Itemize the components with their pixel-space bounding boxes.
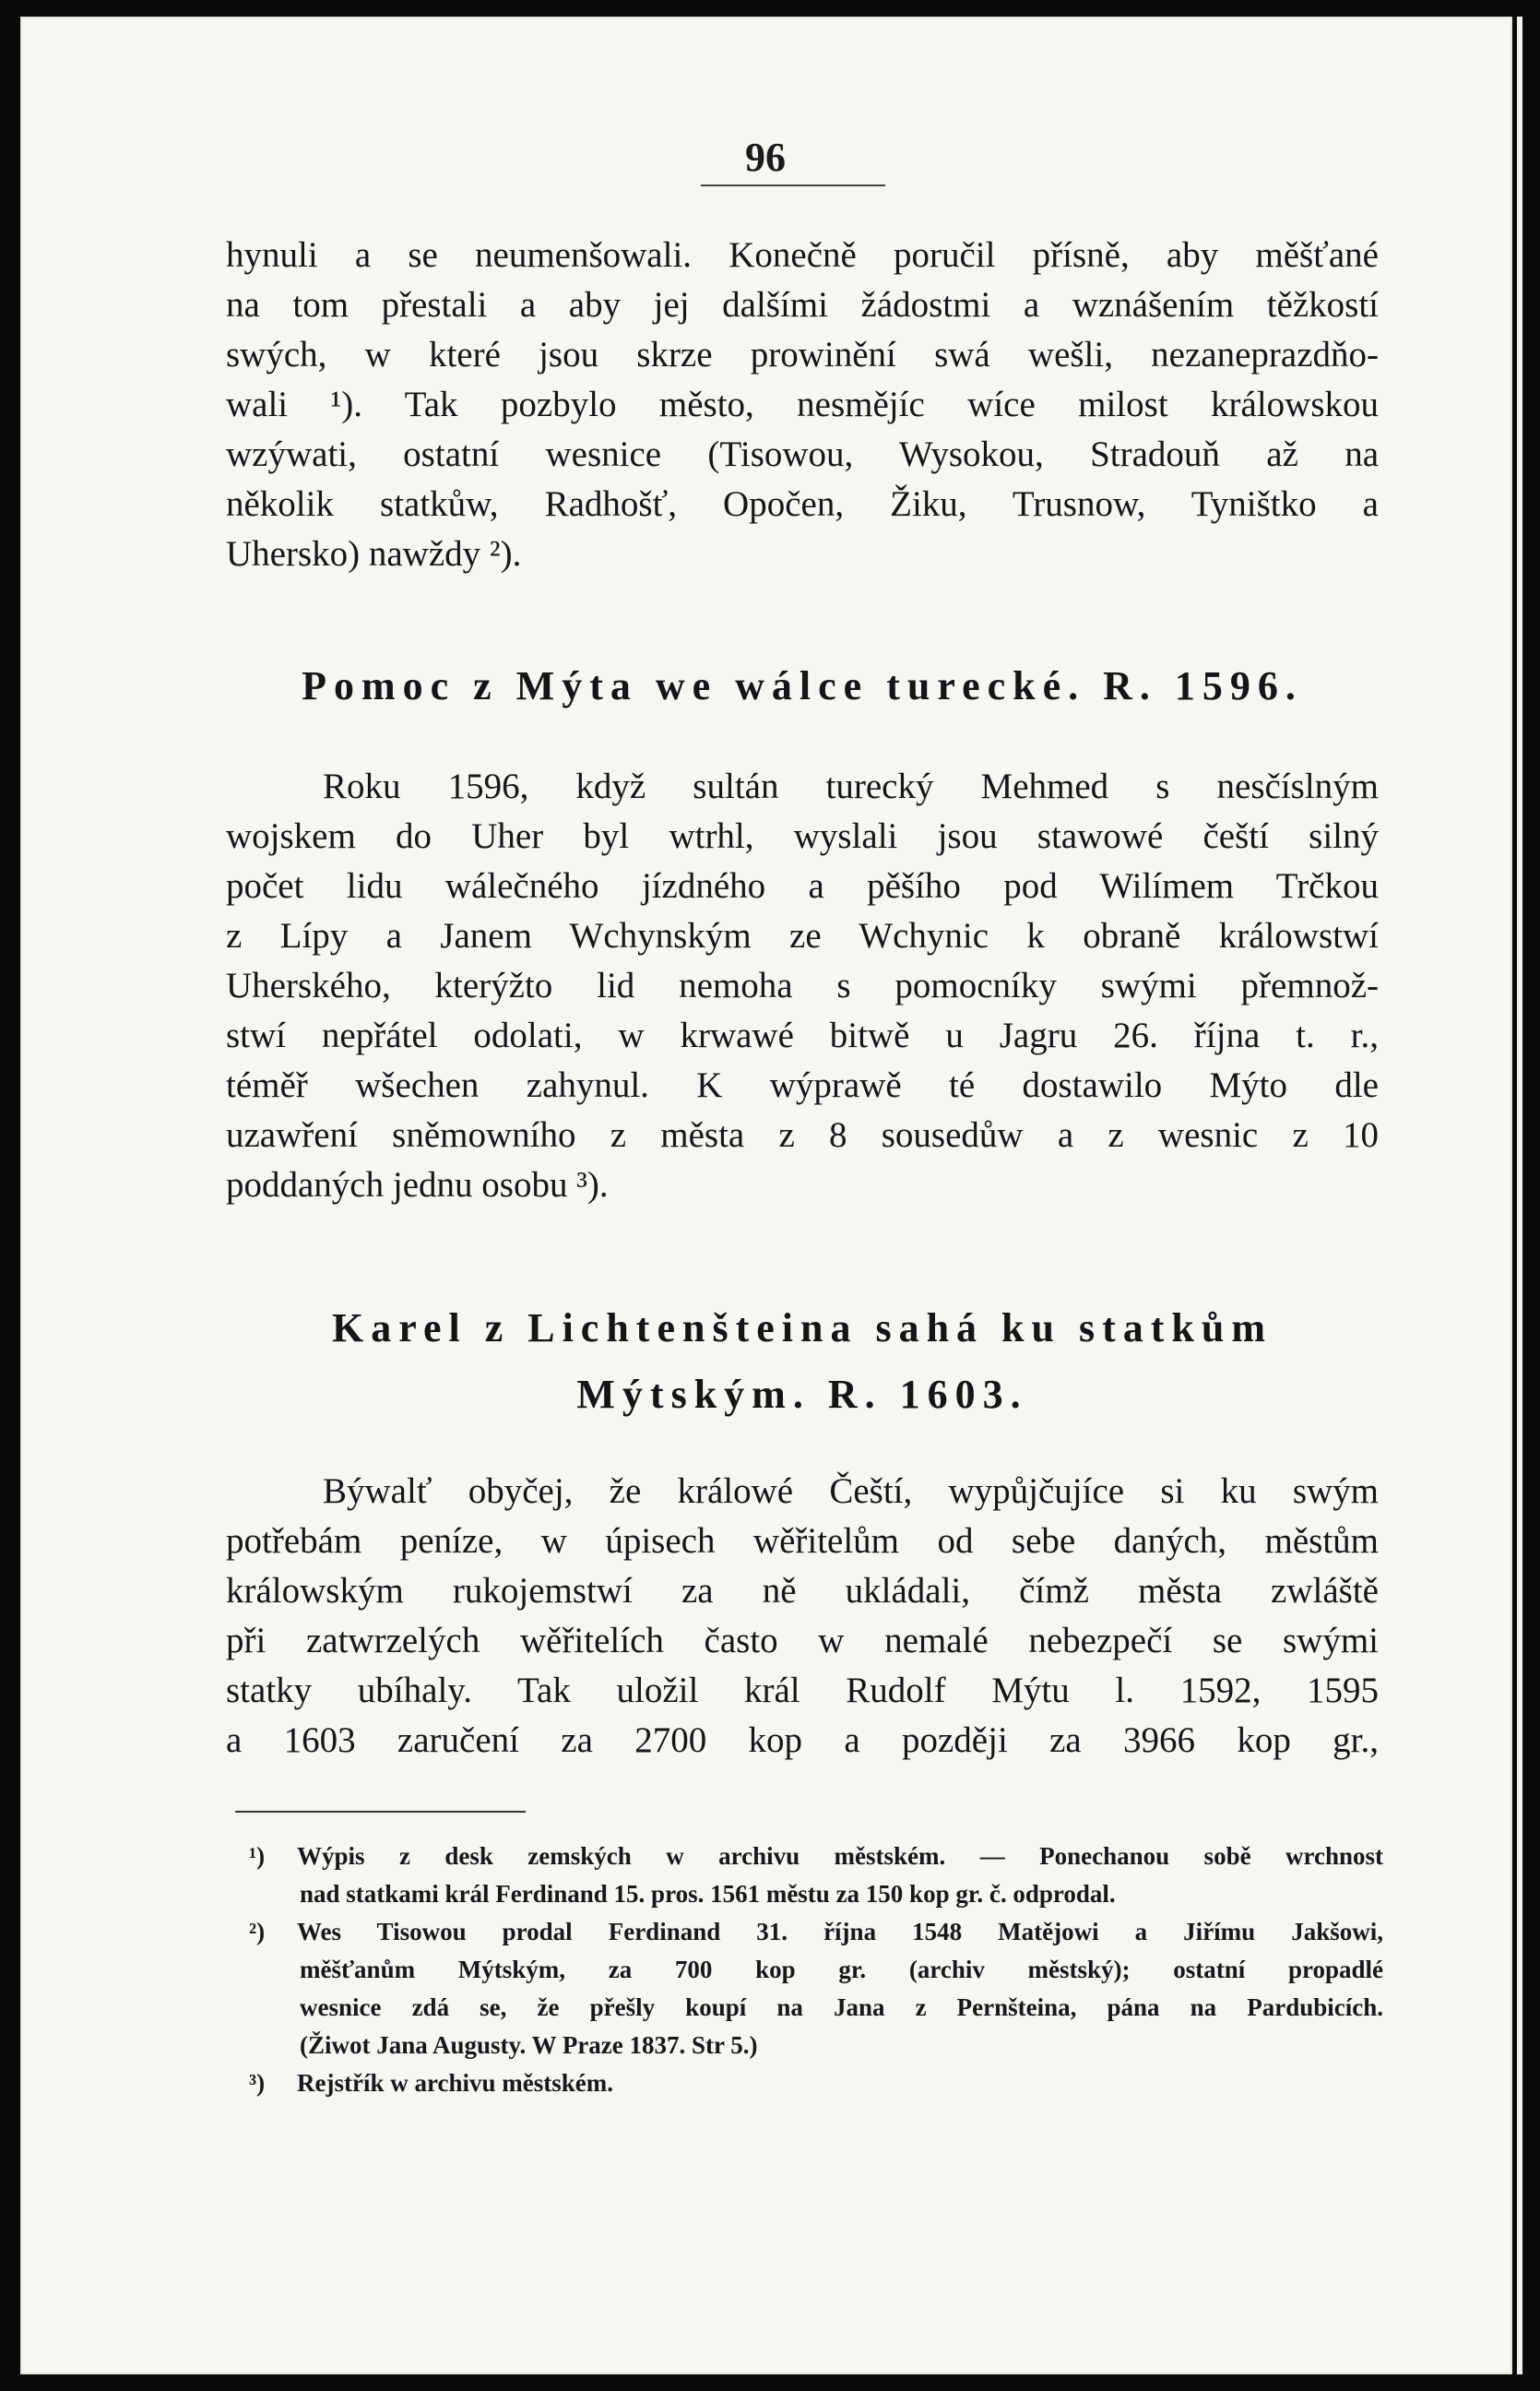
section-heading-2-line-1: Karel z Lichtenšteina sahá ku statkům	[331, 1305, 1273, 1350]
text-line: Býwalť obyčej, že králowé Čeští, wypůjčujíce si ku swým	[323, 1471, 1379, 1511]
footnote-2	[249, 1913, 1383, 2064]
footnote-rule	[235, 1811, 526, 1813]
text-line: při zatwrzelých wěřitelích často w nemalé nebezpečí se swými	[226, 1621, 1379, 1660]
text-line: stwí nepřátel odolati, w krwawé bitwě u Jagru 26. října t. r.,	[226, 1016, 1379, 1055]
text-line: wali ¹). Tak pozbylo město, nesmějíc wíce milost králowskou	[226, 385, 1379, 424]
footnotes	[249, 1838, 1383, 2102]
text-line: králowským rukojemstwí za ně ukládali, čímž města zwláště	[226, 1571, 1379, 1611]
text-line: hynuli a se neumenšowali. Konečně poručil přísně, aby měšťané	[226, 235, 1379, 275]
page-number-rule	[701, 184, 885, 186]
page-edge	[1517, 17, 1522, 2374]
footnote-text: měšťanům Mýtským, za 700 kop gr. (archiv městský); ostatní propadlé	[300, 1956, 1383, 1983]
paragraph-1	[226, 231, 1379, 579]
section-heading-1: Pomoc z Mýta we wálce turecké. R. 1596.	[302, 663, 1303, 708]
paragraph-3	[226, 1467, 1379, 1766]
footnote-1	[249, 1838, 1383, 1913]
text-line: swých, w které jsou skrze prowinění swá wešli, nezaneprazdňo-	[226, 335, 1379, 375]
text-line: Roku 1596, když sultán turecký Mehmed s nesčíslným	[323, 767, 1379, 806]
text-line: wojskem do Uher byl wtrhl, wyslali jsou stawowé čeští silný	[226, 816, 1379, 856]
footnote-text: Wýpis z desk zemských w archivu městském. — Ponechanou sobě wrchnost	[297, 1842, 1383, 1870]
page-number: 96	[745, 135, 786, 180]
footnote-3	[249, 2064, 1383, 2102]
footnote-text: Wes Tisowou prodal Ferdinand 31. října 1548 Matějowi a Jiřímu Jakšowi,	[297, 1918, 1383, 1945]
paragraph-2	[226, 762, 1379, 1210]
text-line: statky ubíhaly. Tak uložil král Rudolf Mýtu l. 1592, 1595	[226, 1671, 1379, 1710]
text-line: Uherského, kterýžto lid nemoha s pomocníky swými přemnož-	[226, 966, 1379, 1005]
text-line: Uhersko) nawždy ²).	[226, 534, 522, 574]
section-heading-2-line-2: Mýtským. R. 1603.	[576, 1372, 1028, 1417]
footnote-text: Rejstřík w archivu městském.	[297, 2069, 613, 2097]
text-line: potřebám peníze, w úpisech wěřitelům od sebe daných, městům	[226, 1521, 1379, 1561]
text-line: několik statkůw, Radhošť, Opočen, Žiku, Trusnow, Tyništko a	[226, 484, 1379, 524]
text-line: na tom přestali a aby jej dalšími žádostmi a wznášením těžkostí	[226, 285, 1379, 325]
footnote-text: nad statkami král Ferdinand 15. pros. 1561 městu za 150 kop gr. č. odprodal.	[300, 1880, 1116, 1908]
footnote-mark: ²)	[249, 1918, 266, 1945]
footnote-mark: ³)	[249, 2069, 266, 2097]
footnote-text: wesnice zdá se, že přešly koupí na Jana z Pernšteina, pána na Pardubicích.	[300, 1993, 1383, 2021]
text-line: téměř wšechen zahynul. K wýprawě té dostawilo Mýto dle	[226, 1065, 1379, 1105]
text-line: a 1603 zaručení za 2700 kop a později za 3966 kop gr.,	[226, 1720, 1379, 1760]
text-line: uzawření sněmowního z města z 8 sousedůw a z wesnic z 10	[226, 1115, 1379, 1155]
footnote-text: (Žiwot Jana Augusty. W Praze 1837. Str 5.)	[300, 2031, 758, 2059]
footnote-mark: ¹)	[249, 1842, 266, 1870]
text-line: wzýwati, ostatní wesnice (Tisowou, Wysokou, Stradouň až na	[226, 434, 1379, 474]
text-line: poddaných jednu osobu ³).	[226, 1165, 609, 1205]
text-line: z Lípy a Janem Wchynským ze Wchynic k obraně králowstwí	[226, 916, 1379, 956]
text-line: počet lidu wálečného jízdného a pěšího pod Wilímem Trčkou	[226, 866, 1379, 906]
